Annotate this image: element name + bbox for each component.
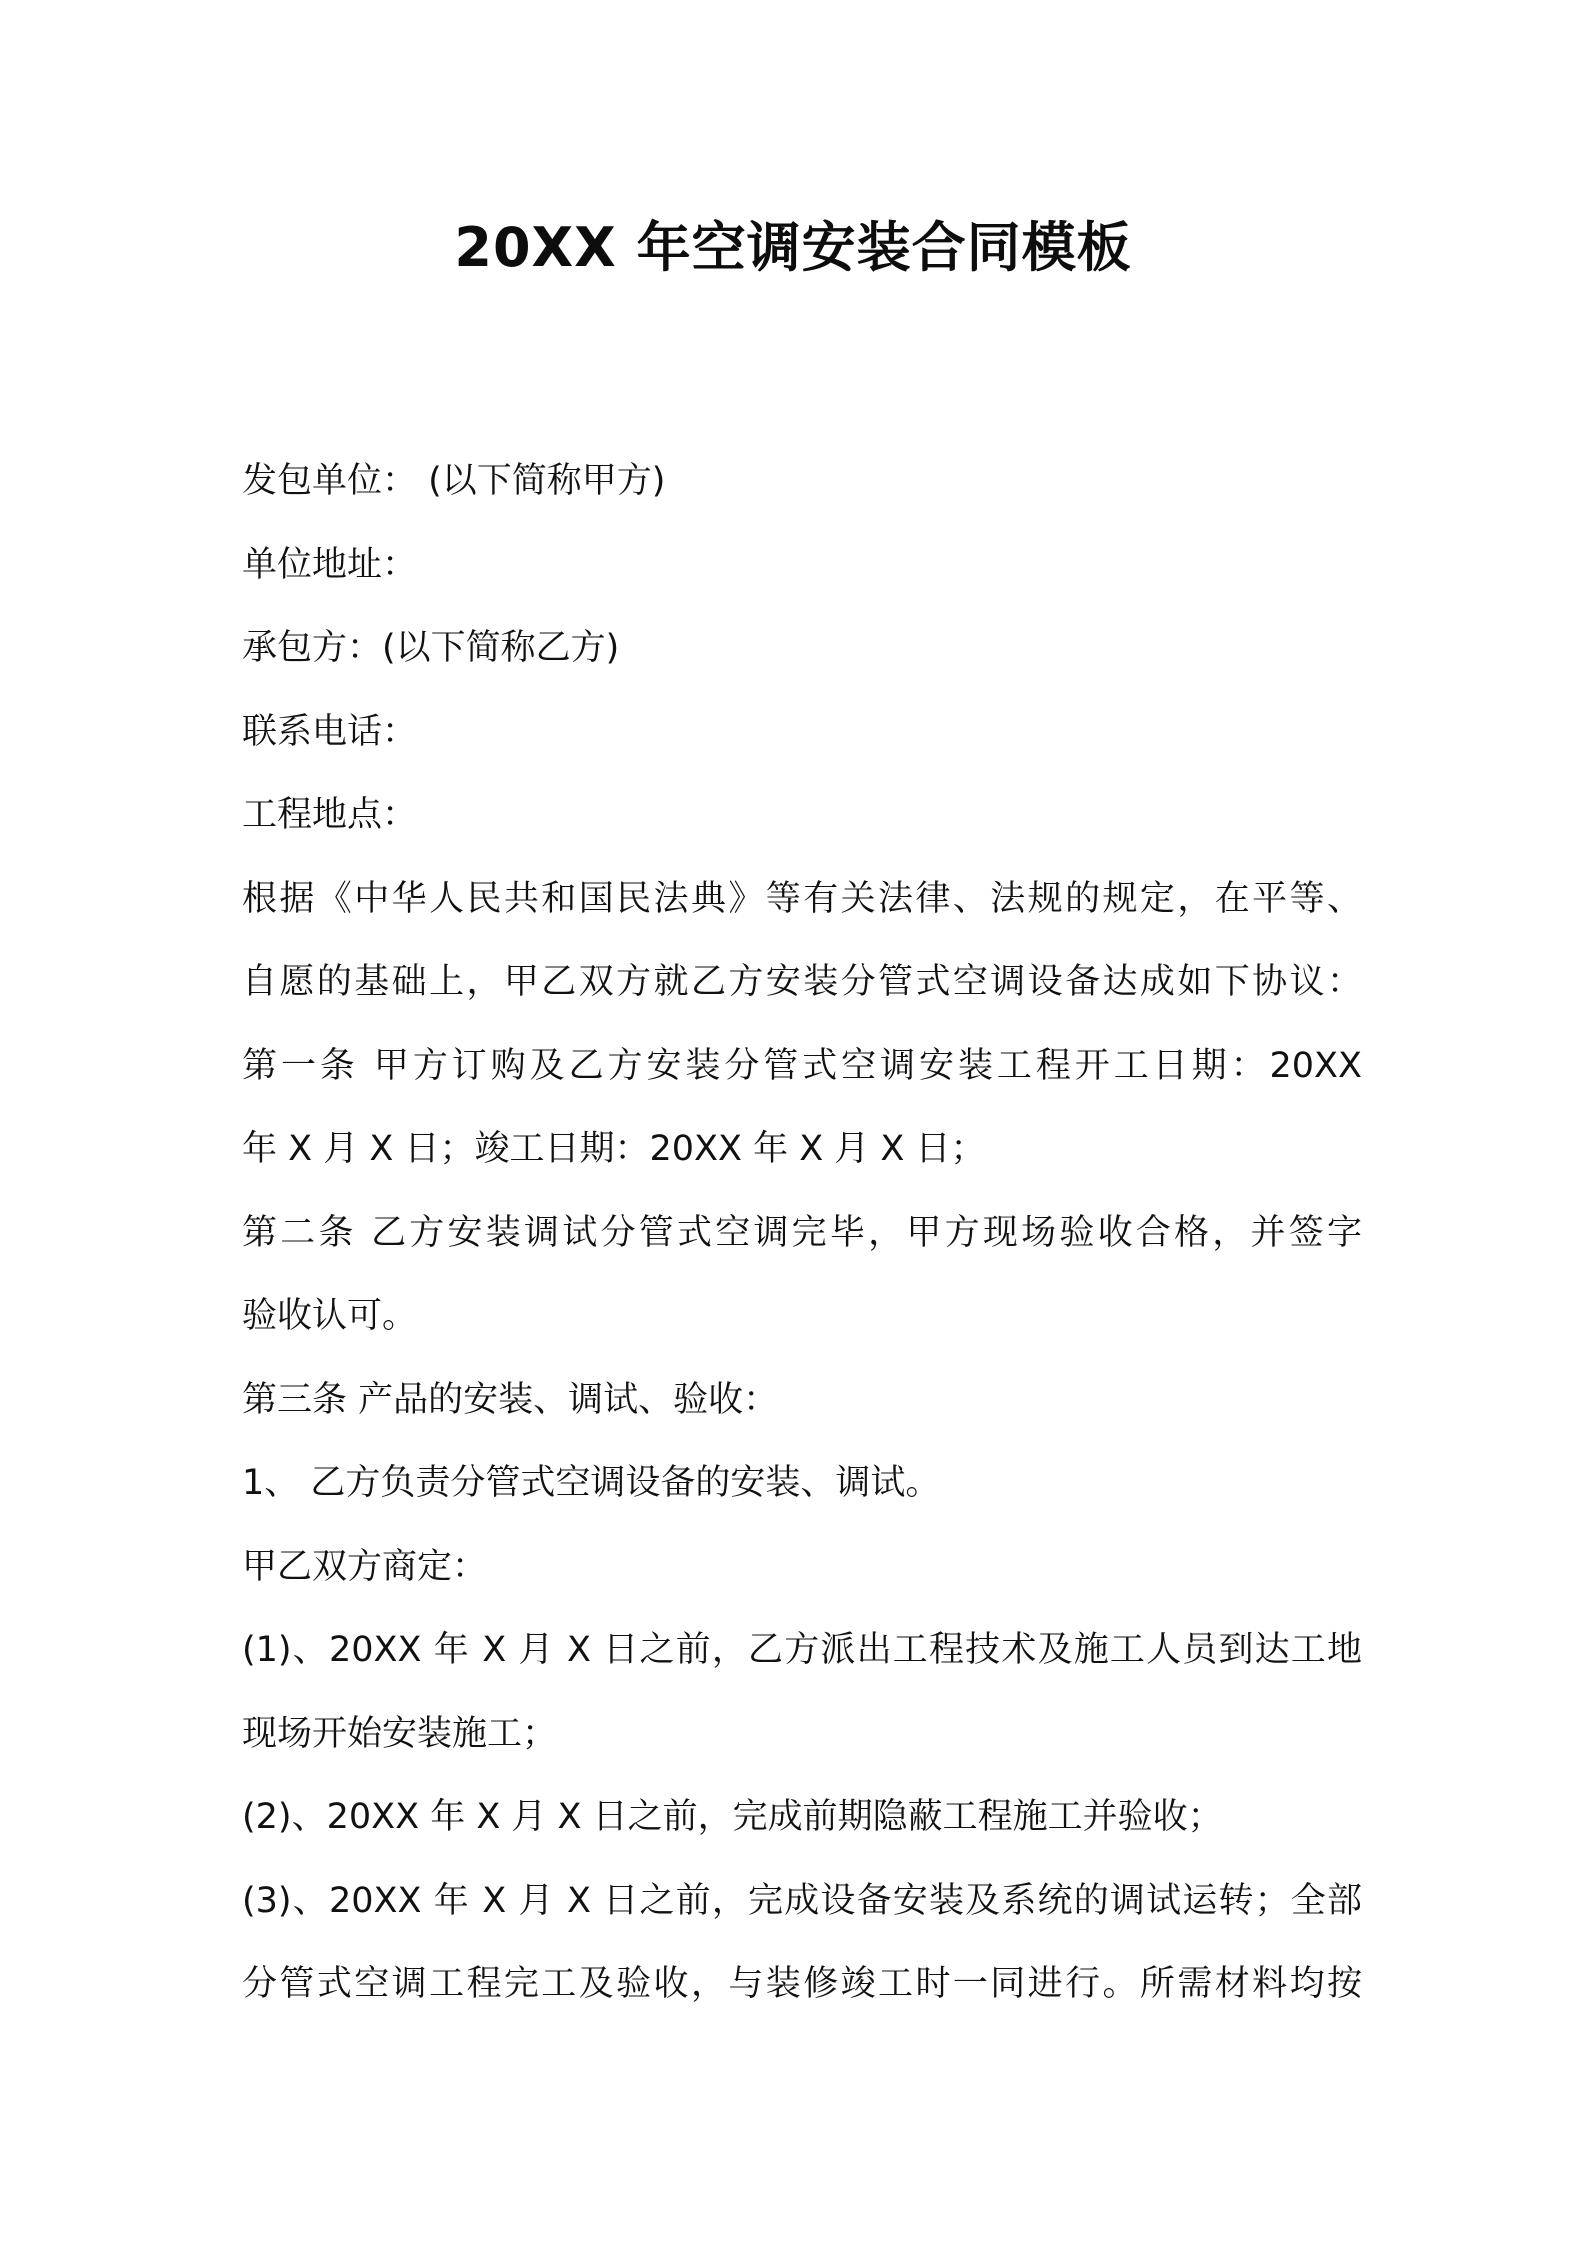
- line-clause-3b: 分管式空调工程完工及验收，与装修竣工时一同进行。所需材料均按: [242, 1964, 1362, 2004]
- document-body: [242, 440, 1362, 2027]
- line-clause-1b: 现场开始安装施工；: [242, 1713, 558, 1754]
- line-phone: 联系电话：: [242, 711, 418, 752]
- line-clause-1a: (1)、20XX 年 X 月 X 日之前，乙方派出工程技术及施工人员到达工地: [242, 1630, 1362, 1670]
- document-title: 20XX 年空调安装合同模板: [454, 216, 1132, 279]
- line-article-2a: 第二条 乙方安装调试分管式空调完毕，甲方现场验收合格，并签字: [242, 1212, 1362, 1253]
- line-preamble-2: 自愿的基础上，甲乙双方就乙方安装分管式空调设备达成如下协议：: [242, 962, 1362, 1002]
- line-item-1: 1、 乙方负责分管式空调设备的安装、调试。: [242, 1463, 941, 1503]
- line-agreement: 甲乙双方商定：: [242, 1546, 488, 1587]
- line-article-3: 第三条 产品的安装、调试、验收：: [242, 1379, 779, 1420]
- line-contractor-unit: 发包单位： (以下简称甲方): [242, 461, 666, 501]
- line-clause-2: (2)、20XX 年 X 月 X 日之前，完成前期隐蔽工程施工并验收；: [242, 1797, 1223, 1837]
- line-clause-3a: (3)、20XX 年 X 月 X 日之前，完成设备安装及系统的调试运转；全部: [242, 1880, 1362, 1921]
- line-contractee: 承包方：(以下简称乙方): [242, 628, 620, 668]
- line-article-2b: 验收认可。: [242, 1296, 418, 1336]
- line-article-1a: 第一条 甲方订购及乙方安装分管式空调安装工程开工日期：20XX: [242, 1045, 1362, 1086]
- line-article-1b: 年 X 月 X 日；竣工日期：20XX 年 X 月 X 日；: [242, 1129, 986, 1169]
- line-preamble-1: 根据《中华人民共和国民法典》等有关法律、法规的规定，在平等、: [242, 878, 1362, 919]
- line-project-location: 工程地点：: [242, 795, 418, 835]
- line-unit-address: 单位地址：: [242, 544, 418, 585]
